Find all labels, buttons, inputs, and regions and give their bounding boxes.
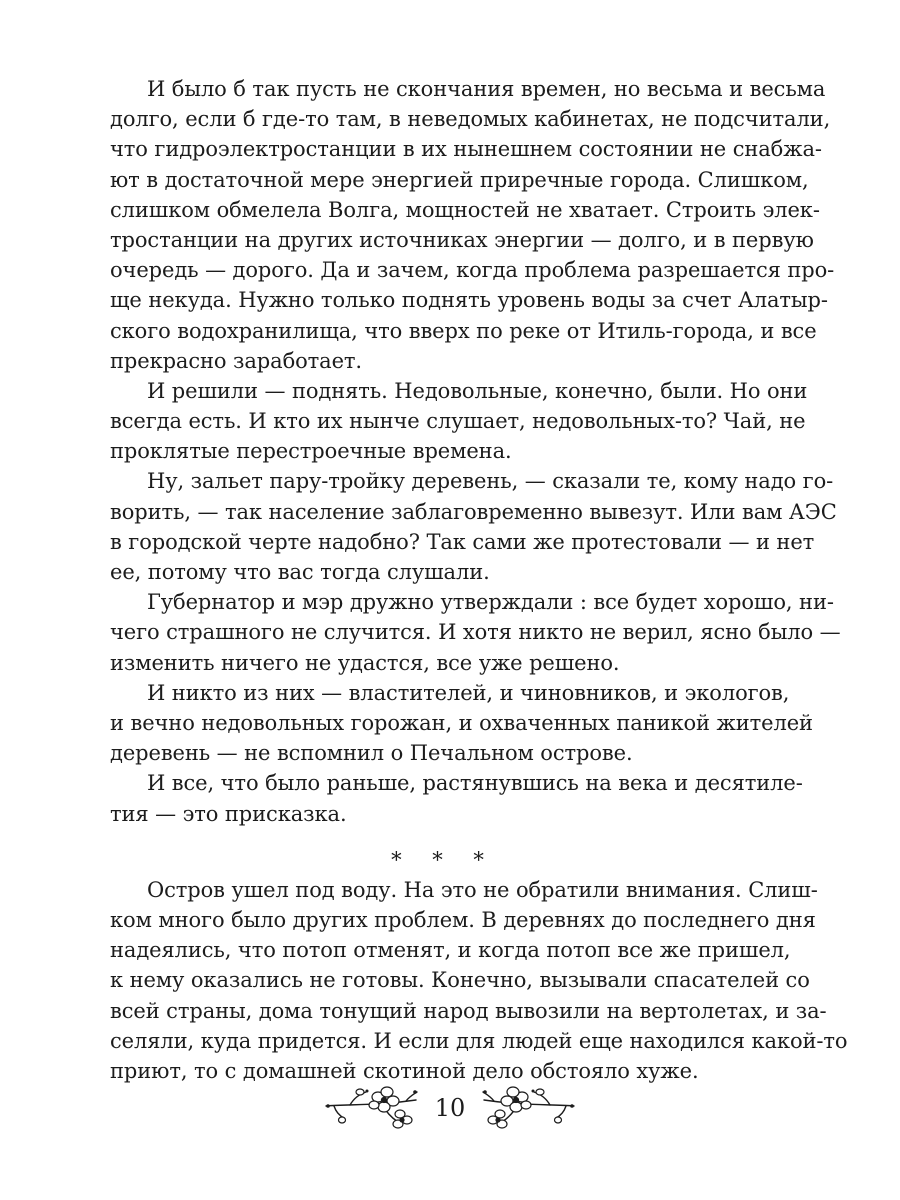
text-line: чего страшного не случится. И хотя никто не верил, ясно было — xyxy=(110,620,841,645)
text-line: очередь — дорого. Да и зачем, когда проблема разрешается про- xyxy=(110,258,835,283)
blossom-branch-icon xyxy=(480,1080,580,1140)
text-line: И решили — поднять. Недовольные, конечно, были. Но они xyxy=(147,378,808,403)
blossom-branch-icon xyxy=(320,1080,420,1140)
text-line: к нему оказались не готовы. Конечно, вызывали спасателей со xyxy=(110,968,810,993)
body-text xyxy=(110,74,848,1086)
text-line: прекрасно заработает. xyxy=(110,348,363,373)
text-line: ворить, — так население заблаговременно вывезут. Или вам АЭС xyxy=(110,499,837,524)
text-line: в городской черте надобно? Так сами же протестовали — и нет xyxy=(110,529,815,554)
text-line: всегда есть. И кто их нынче слушает, недовольных-то? Чай, не xyxy=(110,409,806,434)
text-line: всей страны, дома тонущий народ вывозили на вертолетах, и за- xyxy=(110,998,827,1023)
text-line: ее, потому что вас тогда слушали. xyxy=(110,560,490,584)
text-line: надеялись, что потоп отменят, и когда потоп все же пришел, xyxy=(110,938,791,963)
text-line: тростанции на других источниках энергии — долго, и в первую xyxy=(110,227,814,252)
text-line: селяли, куда придется. И если для людей еще находился какой-то xyxy=(110,1028,848,1053)
section-gap xyxy=(110,829,765,845)
page-number: 10 xyxy=(434,1094,466,1122)
page-footer xyxy=(300,1080,600,1140)
text-line: И все, что было раньше, растянувшись на века и десятиле- xyxy=(147,771,803,796)
text-line: слишком обмелела Волга, мощностей не хватает. Строить элек- xyxy=(110,197,820,222)
text-line: ют в достаточной мере энергией приречные города. Слишком, xyxy=(110,167,809,192)
text-line: изменить ничего не удастся, все уже решено. xyxy=(110,650,620,675)
text-line: и вечно недовольных горожан, и охваченных паникой жителей xyxy=(110,710,813,735)
text-line: тия — это присказка. xyxy=(110,801,347,826)
text-line: деревень — не вспомнил о Печальном острове. xyxy=(110,741,633,766)
text-line: приют, то с домашней скотиной дело обстояло хуже. xyxy=(110,1059,699,1083)
text-line: проклятые перестроечные времена. xyxy=(110,439,512,464)
text-line: Ну, зальет пару-тройку деревень, — сказали те, кому надо го- xyxy=(147,469,834,494)
text-line: ского водохранилища, что вверх по реке от Итиль-города, и все xyxy=(110,318,817,343)
text-line: что гидроэлектростанции в их нынешнем состоянии не снабжа- xyxy=(110,137,822,162)
text-line: долго, если б где-то там, в неведомых кабинетах, не подсчитали, xyxy=(110,107,831,132)
text-line: ще некуда. Нужно только поднять уровень воды за счет Алатыр- xyxy=(110,288,828,313)
text-line: И никто из них — властителей, и чиновников, и экологов, xyxy=(147,680,790,705)
text-line: ком много было других проблем. В деревнях до последнего дня xyxy=(110,908,816,933)
section-separator: * * * xyxy=(391,847,496,872)
text-line: Остров ушел под воду. На это не обратили внимания. Слиш- xyxy=(147,877,818,902)
text-line: Губернатор и мэр дружно утверждали : все будет хорошо, ни- xyxy=(147,590,834,615)
text-line: И было б так пусть не скончания времен, но весьма и весьма xyxy=(147,77,826,101)
